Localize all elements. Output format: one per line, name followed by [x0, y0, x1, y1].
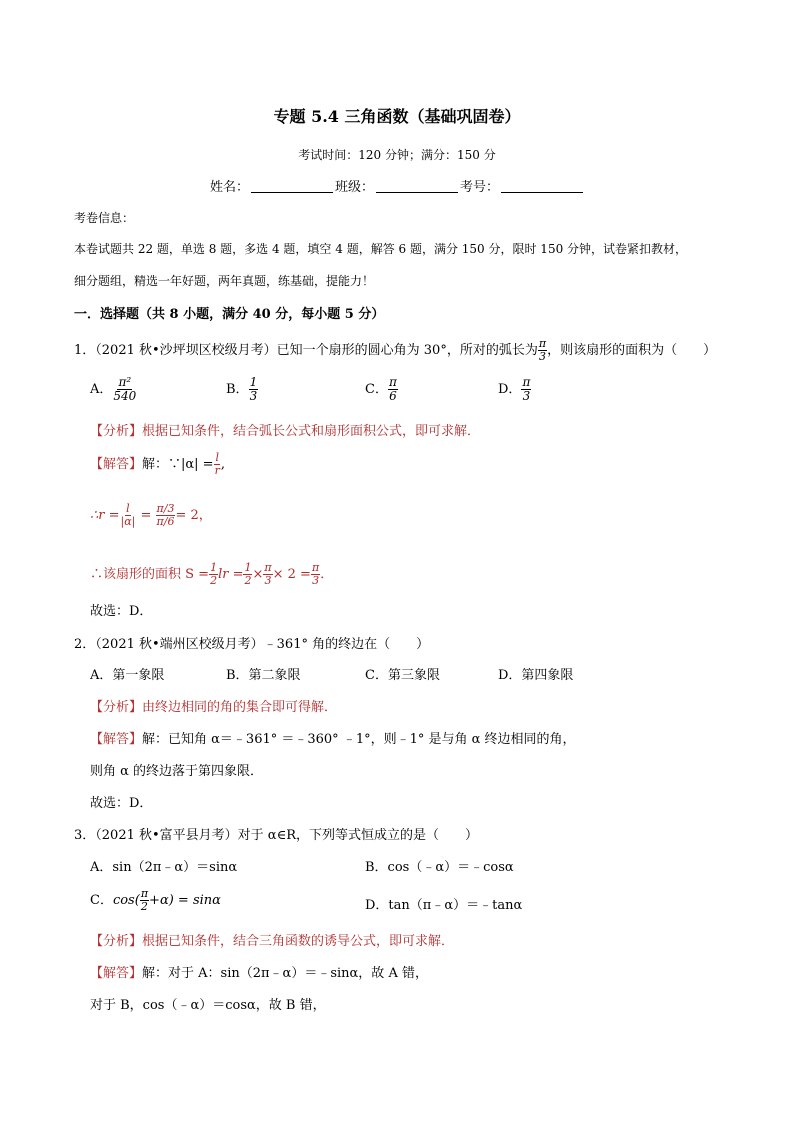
q1-analysis: 【分析】根据已知条件，结合弧长公式和扇形面积公式，即可求解． [90, 424, 481, 439]
info-label: 考卷信息： [74, 211, 135, 225]
q3-solution-line-1: 【解答】解：对于 A：sin（2π﹣α）＝﹣sinα，故 A 错， [90, 966, 428, 981]
q1-stem-tail: ，则该扇形的面积为（ ） [547, 343, 717, 359]
q3-analysis: 【分析】根据已知条件，结合三角函数的诱导公式，即可求解． [90, 934, 455, 949]
page-title: 专题 5.4 三角函数（基础巩固卷） [273, 107, 521, 126]
question-1-stem [74, 338, 716, 363]
q1-answer: 故选：D． [90, 604, 153, 619]
q2-answer: 故选：D． [90, 796, 153, 811]
q2-solution-line-2: 则角 α 的终边落于第四象限． [90, 764, 264, 779]
q2-option-b: B．第二象限 [226, 668, 301, 683]
q1-option-b: B． $\frac{1}{3}$ [226, 375, 258, 404]
q1-option-c: C． $\frac{\pi}{6}$ [365, 375, 397, 404]
student-info-row [210, 176, 585, 195]
q1-solution-line-1: 【解答】解：∵|α| = $\frac{l}{r}$ , [90, 451, 225, 478]
exam-no-blank[interactable] [501, 180, 583, 193]
q1-stem-fraction: $\frac{\pi}{3}$ [538, 337, 547, 364]
q1-solution-line-3: ∴该扇形的面积 S = $\frac{1}{2}$ lr = $\frac{1}{2}$ × $\frac{\pi}{3}$ × 2 = $\frac{\pi}{3}$ ． [90, 561, 334, 588]
q2-solution-line-1: 【解答】解：已知角 α＝﹣361° ＝﹣360° ﹣1°，则﹣1° 是与角 α 终边相同的角， [90, 732, 576, 747]
q2-option-a: A．第一象限 [90, 668, 165, 683]
exam-time-info: 考试时间：120 分钟；满分：150 分 [298, 148, 496, 162]
section-heading: 一．选择题（共 8 小题，满分 40 分，每小题 5 分） [74, 307, 385, 322]
q2-option-d: D．第四象限 [498, 668, 574, 683]
q1-option-a: A． $\frac{\text{π²}}{540}$ [90, 375, 137, 404]
q1-stem-text: 1．（2021 秋•沙坪坝区校级月考）已知一个扇形的圆心角为 30°，所对的弧长为 [74, 343, 538, 359]
q3-option-c: C．cos( $\frac{\pi}{2}$ +α) = sinα [90, 887, 221, 914]
q2-analysis: 【分析】由终边相同的角的集合即可得解． [90, 700, 338, 715]
q2-option-c: C．第三象限 [365, 668, 440, 683]
name-blank[interactable] [251, 180, 333, 193]
q1-solution-line-2: ∴r = $\frac{l}{|\alpha|}$ = $\frac{\pi/3}{\pi/6}$ = 2， [90, 502, 212, 529]
question-2-stem: 2．（2021 秋•端州区校级月考）﹣361° 角的终边在（ ） [74, 637, 430, 652]
q1-option-d: D． $\frac{\pi}{3}$ [498, 375, 531, 404]
q3-option-b: B．cos（﹣α）＝﹣cosα [365, 860, 514, 875]
class-label: 班级： [335, 180, 375, 195]
info-line-1: 本卷试题共 22 题，单选 8 题，多选 4 题，填空 4 题，解答 6 题，满分 150 分，限时 150 分钟，试卷紧扣教材， [74, 242, 688, 256]
class-blank[interactable] [376, 180, 458, 193]
info-line-2: 细分题组，精选一年好题，两年真题，练基础，提能力！ [74, 274, 375, 288]
q3-option-a: A．sin（2π﹣α）＝sinα [90, 860, 238, 875]
q3-solution-line-2: 对于 B，cos（﹣α）＝cosα，故 B 错， [90, 998, 326, 1013]
exam-no-label: 考号： [460, 180, 500, 195]
name-label: 姓名： [210, 180, 250, 195]
q3-option-d: D．tan（π﹣α）＝﹣tanα [365, 898, 523, 913]
question-3-stem: 3．（2021 秋•富平县月考）对于 α∈R，下列等式恒成立的是（ ） [74, 828, 478, 843]
